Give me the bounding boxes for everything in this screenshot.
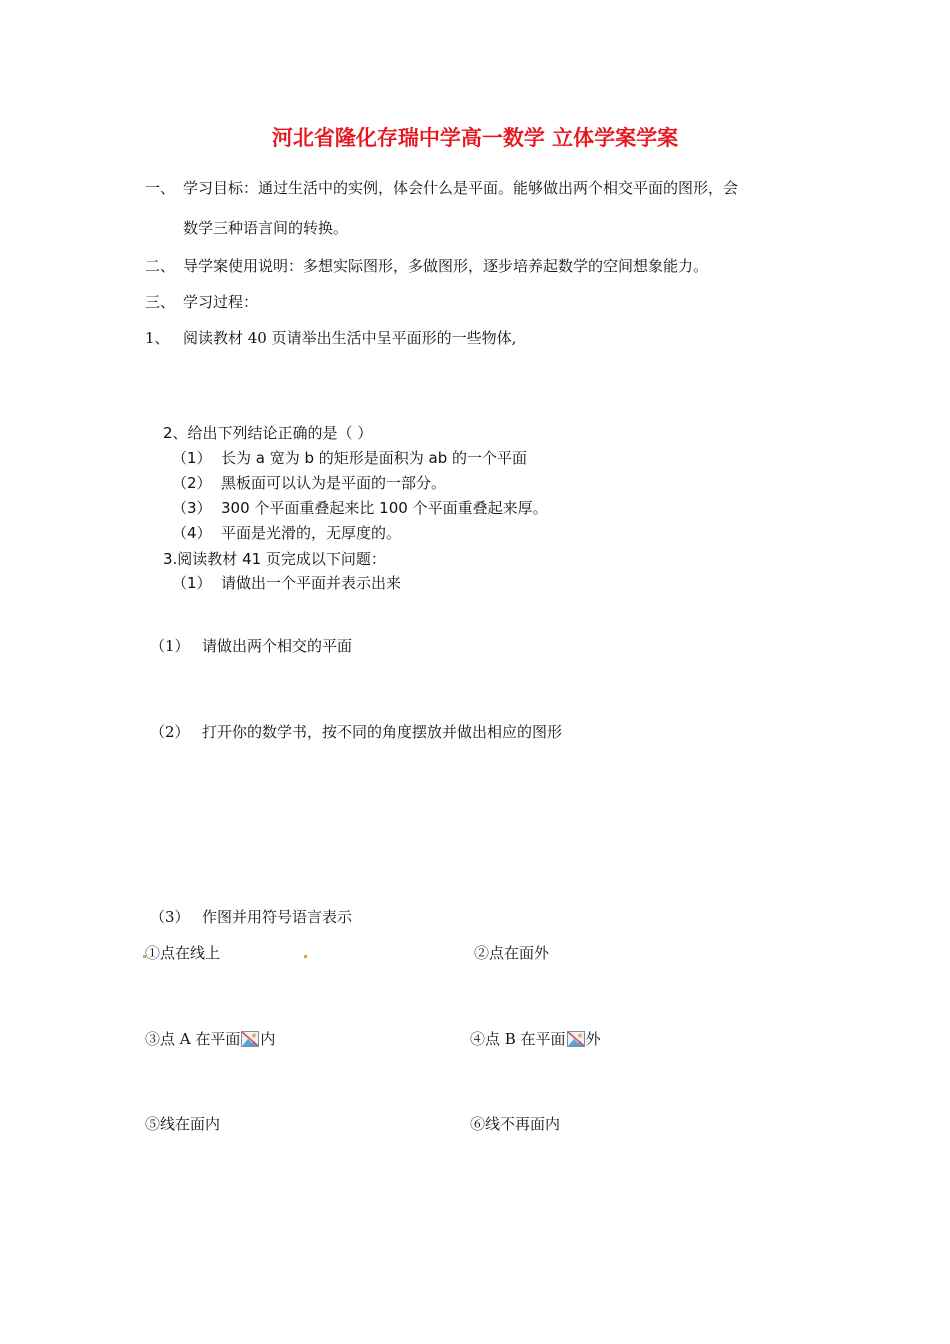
task-line-in-plane: ⑤线在面内 bbox=[145, 1115, 221, 1133]
question-3-item-3-text: 作图并用符号语言表示 bbox=[202, 908, 353, 926]
question-3-first-text: 请做出一个平面并表示出来 bbox=[221, 574, 402, 592]
section-1-continuation: 数学三种语言间的转换。 bbox=[183, 219, 349, 237]
task-point-b-outside-plane-suffix: 外 bbox=[585, 1030, 601, 1048]
task-point-a-in-plane-text: ③点 A 在平面 bbox=[145, 1030, 241, 1048]
broken-image-icon bbox=[241, 1031, 259, 1047]
question-2-item-1-text: 长为 a 宽为 b 的矩形是面积为 ab 的一个平面 bbox=[221, 449, 528, 467]
task-point-on-line: ①点在线上 bbox=[145, 944, 221, 962]
question-2-item-4-number: （4） bbox=[172, 524, 212, 542]
section-1-text: 学习目标：通过生活中的实例，体会什么是平面。能够做出两个相交平面的图形，会 bbox=[183, 179, 739, 197]
question-2-heading: 2、给出下列结论正确的是（ ） bbox=[163, 424, 373, 442]
task-point-a-in-plane-suffix: 内 bbox=[260, 1030, 276, 1048]
question-2-item-2-number: （2） bbox=[172, 474, 212, 492]
question-2-item-4-text: 平面是光滑的，无厚度的。 bbox=[221, 524, 402, 542]
task-point-a-in-plane bbox=[145, 1029, 275, 1049]
item-1-number: 1、 bbox=[145, 329, 170, 347]
question-3-item-2-text: 打开你的数学书，按不同的角度摆放并做出相应的图形 bbox=[202, 723, 563, 741]
stray-dot bbox=[304, 955, 307, 958]
question-2-item-3-number: （3） bbox=[172, 499, 212, 517]
question-3-item-1-text: 请做出两个相交的平面 bbox=[202, 637, 353, 655]
task-point-b-outside-plane-text: ④点 B 在平面 bbox=[470, 1030, 566, 1048]
question-3-item-2-number: （2） bbox=[150, 723, 190, 741]
task-point-outside-plane: ②点在面外 bbox=[474, 944, 550, 962]
section-2-number: 二、 bbox=[145, 257, 176, 275]
section-1-number: 一、 bbox=[145, 179, 176, 197]
question-3-first-number: （1） bbox=[172, 574, 212, 592]
task-line-not-in-plane: ⑥线不再面内 bbox=[470, 1115, 561, 1133]
question-3-item-1-number: （1） bbox=[150, 637, 190, 655]
item-1-text: 阅读教材 40 页请举出生活中呈平面形的一些物体, bbox=[183, 329, 517, 347]
section-3-text: 学习过程： bbox=[183, 293, 259, 311]
question-3-item-3-number: （3） bbox=[150, 908, 190, 926]
page-title: 河北省隆化存瑞中学高一数学 立体学案学案 bbox=[271, 126, 679, 150]
question-2-item-2-text: 黑板面可以认为是平面的一部分。 bbox=[221, 474, 447, 492]
question-3-heading: 3.阅读教材 41 页完成以下问题： bbox=[163, 550, 386, 568]
section-3-number: 三、 bbox=[145, 293, 176, 311]
task-point-b-outside-plane bbox=[470, 1029, 601, 1049]
broken-image-icon bbox=[567, 1031, 585, 1047]
question-2-item-3-text: 300 个平面重叠起来比 100 个平面重叠起来厚。 bbox=[221, 499, 548, 517]
section-2-text: 导学案使用说明：多想实际图形，多做图形，逐步培养起数学的空间想象能力。 bbox=[183, 257, 709, 275]
question-2-item-1-number: （1） bbox=[172, 449, 212, 467]
